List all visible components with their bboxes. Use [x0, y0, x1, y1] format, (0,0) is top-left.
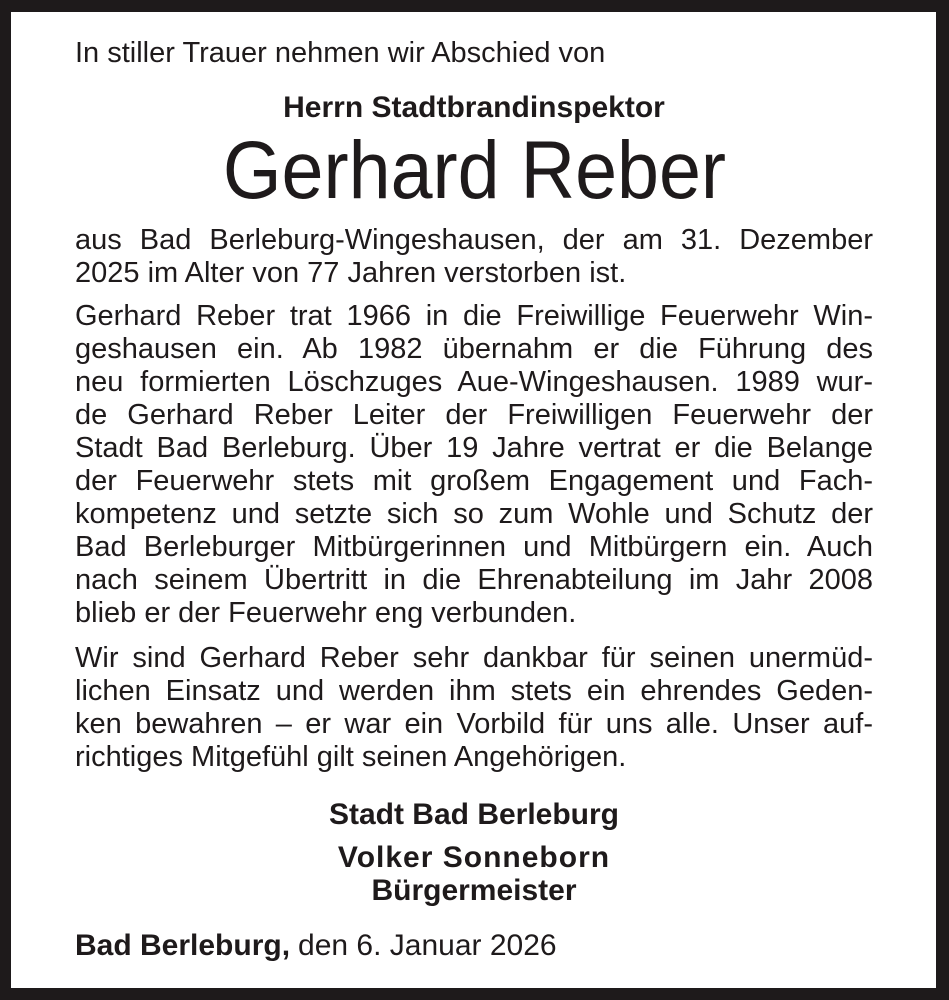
paragraph-line: Gerhard Reber trat 1966 in die Freiwillige Feuerwehr Win-	[75, 300, 873, 332]
paragraph-line: blieb er der Feuerwehr eng verbunden.	[75, 597, 577, 629]
deceased-name	[75, 125, 873, 216]
signature-person: Volker Sonneborn	[337, 841, 611, 874]
dateline	[75, 929, 873, 962]
paragraph-line: kompetenz und setzte sich so zum Wohle und Schutz der	[75, 498, 873, 530]
paragraph-line: richtiges Mitgefühl gilt seinen Angehörigen.	[75, 741, 627, 773]
paragraph-line: nach seinem Übertritt in die Ehrenabteilung im Jahr 2008	[75, 564, 873, 596]
paragraph-line: der Feuerwehr stets mit großem Engagement und Fach-	[75, 465, 873, 497]
dateline-date: den 6. Januar 2026	[298, 929, 557, 962]
notice-content	[11, 37, 936, 962]
paragraph-line: ken bewahren – er war ein Vorbild für uns alle. Unser auf-	[75, 708, 873, 740]
dateline-place: Bad Berleburg,	[75, 929, 291, 962]
paragraph-line: Bad Berleburger Mitbürgerinnen und Mitbürgern ein. Auch	[75, 531, 873, 563]
signature-organization: Stadt Bad Berleburg	[328, 798, 620, 831]
intro-line: In stiller Trauer nehmen wir Abschied von	[75, 37, 606, 69]
paragraph-line: Wir sind Gerhard Reber sehr dankbar für seinen unermüd-	[75, 642, 873, 674]
signature-role: Bürgermeister	[371, 874, 577, 907]
paragraph-line: aus Bad Berleburg-Wingeshausen, der am 31. Dezember	[75, 224, 873, 256]
paragraph-gratitude	[75, 642, 873, 774]
paragraph-line: lichen Einsatz und werden ihm stets ein ehrendes Geden-	[75, 675, 873, 707]
paragraph-line: neu formierten Löschzuges Aue-Wingeshausen. 1989 wur-	[75, 366, 873, 398]
paragraph-line: 2025 im Alter von 77 Jahren verstorben ist.	[75, 257, 627, 289]
deceased-name-text: Gerhard Reber	[222, 125, 726, 216]
paragraph-line: de Gerhard Reber Leiter der Freiwilligen Feuerwehr der	[75, 399, 873, 431]
paragraph-line: Stadt Bad Berleburg. Über 19 Jahre vertrat er die Belange	[75, 432, 873, 464]
paragraph-line: geshausen ein. Ab 1982 übernahm er die Führung des	[75, 333, 873, 365]
paragraph-death-info	[75, 224, 873, 290]
paragraph-biography	[75, 300, 873, 630]
signature-block	[75, 841, 873, 907]
title-line: Herrn Stadtbrandinspektor	[283, 91, 665, 124]
